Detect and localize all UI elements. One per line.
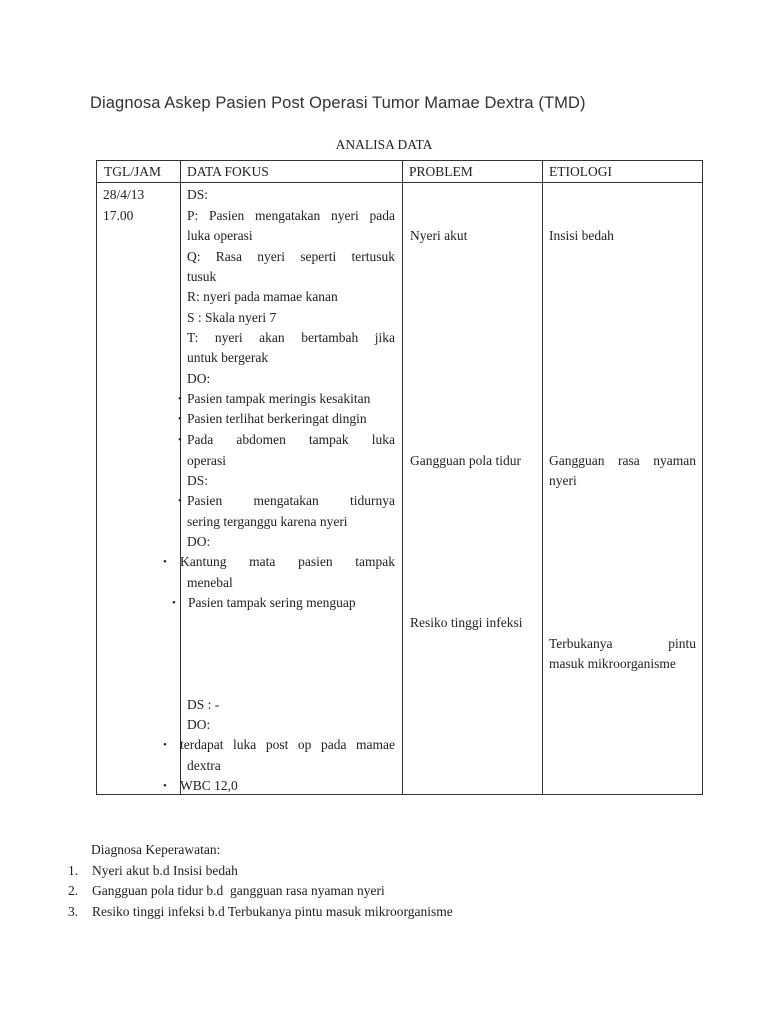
diagnosa-number: 2. [68, 883, 79, 898]
fokus-do-label: DO: [187, 717, 211, 732]
fokus-quality-cont: tusuk [187, 269, 217, 284]
bullet-icon: • [178, 393, 182, 405]
fokus-item: terdapat luka post op pada mamae [180, 737, 395, 752]
etiologi-2-cont: nyeri [549, 473, 577, 488]
fokus-item: Pasien terlihat berkeringat dingin [187, 411, 367, 426]
fokus-time: T: nyeri akan bertambah jika [187, 330, 395, 345]
fokus-ds-label: DS: [187, 187, 209, 202]
etiologi-3-cont: masuk mikroorganisme [549, 656, 676, 671]
fokus-region: R: nyeri pada mamae kanan [187, 289, 338, 304]
bullet-icon: • [163, 556, 167, 568]
fokus-item: Pada abdomen tampak luka [187, 432, 395, 447]
fokus-quality: Q: Rasa nyeri seperti tertusuk [187, 249, 395, 264]
etiologi-1: Insisi bedah [549, 228, 614, 243]
diagnosa-item: Gangguan pola tidur b.d gangguan rasa nyaman nyeri [92, 883, 385, 898]
fokus-severity: S : Skala nyeri 7 [187, 310, 277, 325]
fokus-item: Pasien tampak sering menguap [188, 595, 356, 610]
fokus-time-cont: untuk bergerak [187, 350, 269, 365]
diagnosa-number: 3. [68, 904, 79, 919]
bullet-icon: • [178, 495, 182, 507]
fokus-item: Pasien mengatakan tidurnya [187, 493, 395, 508]
diagnosa-item: Resiko tinggi infeksi b.d Terbukanya pintu masuk mikroorganisme [92, 904, 453, 919]
diagnosa-heading: Diagnosa Keperawatan: [91, 842, 221, 857]
header-divider [97, 182, 702, 183]
problem-2: Gangguan pola tidur [410, 453, 521, 468]
column-divider [542, 161, 543, 794]
header-etiologi: ETIOLOGI [549, 164, 612, 179]
bullet-icon: • [172, 597, 176, 609]
fokus-provokatif-cont: luka operasi [187, 228, 253, 243]
diagnosa-item: Nyeri akut b.d Insisi bedah [92, 863, 238, 878]
fokus-item-cont: dextra [187, 758, 221, 773]
bullet-icon: • [163, 739, 167, 751]
column-divider [402, 161, 403, 794]
fokus-do-label: DO: [187, 371, 211, 386]
cell-date: 28/4/13 [103, 187, 145, 202]
cell-time: 17.00 [103, 208, 134, 223]
problem-1: Nyeri akut [410, 228, 468, 243]
column-divider [180, 161, 181, 794]
document-title: Diagnosa Askep Pasien Post Operasi Tumor Mamae Dextra (TMD) [90, 94, 586, 112]
problem-3: Resiko tinggi infeksi [410, 615, 523, 630]
fokus-item-cont: sering terganggu karena nyeri [187, 514, 348, 529]
analisa-data-table [96, 160, 703, 795]
fokus-item: Kantung mata pasien tampak [180, 554, 395, 569]
section-title: ANALISA DATA [335, 137, 433, 152]
header-data-fokus: DATA FOKUS [187, 164, 269, 179]
fokus-item-cont: operasi [187, 453, 226, 468]
bullet-icon: • [178, 413, 182, 425]
etiologi-2: Gangguan rasa nyaman [549, 453, 696, 468]
etiologi-3: Terbukanya pintu [549, 636, 696, 651]
fokus-provokatif: P: Pasien mengatakan nyeri pada [187, 208, 395, 223]
fokus-ds-label: DS : - [187, 697, 220, 712]
fokus-ds-label: DS: [187, 473, 209, 488]
fokus-do-label: DO: [187, 534, 211, 549]
bullet-icon: • [163, 780, 167, 792]
fokus-item: WBC 12,0 [180, 778, 238, 793]
header-problem: PROBLEM [409, 164, 473, 179]
fokus-item-cont: menebal [187, 575, 233, 590]
fokus-item: Pasien tampak meringis kesakitan [187, 391, 371, 406]
bullet-icon: • [178, 434, 182, 446]
header-tgl-jam: TGL/JAM [104, 164, 161, 179]
diagnosa-number: 1. [68, 863, 79, 878]
